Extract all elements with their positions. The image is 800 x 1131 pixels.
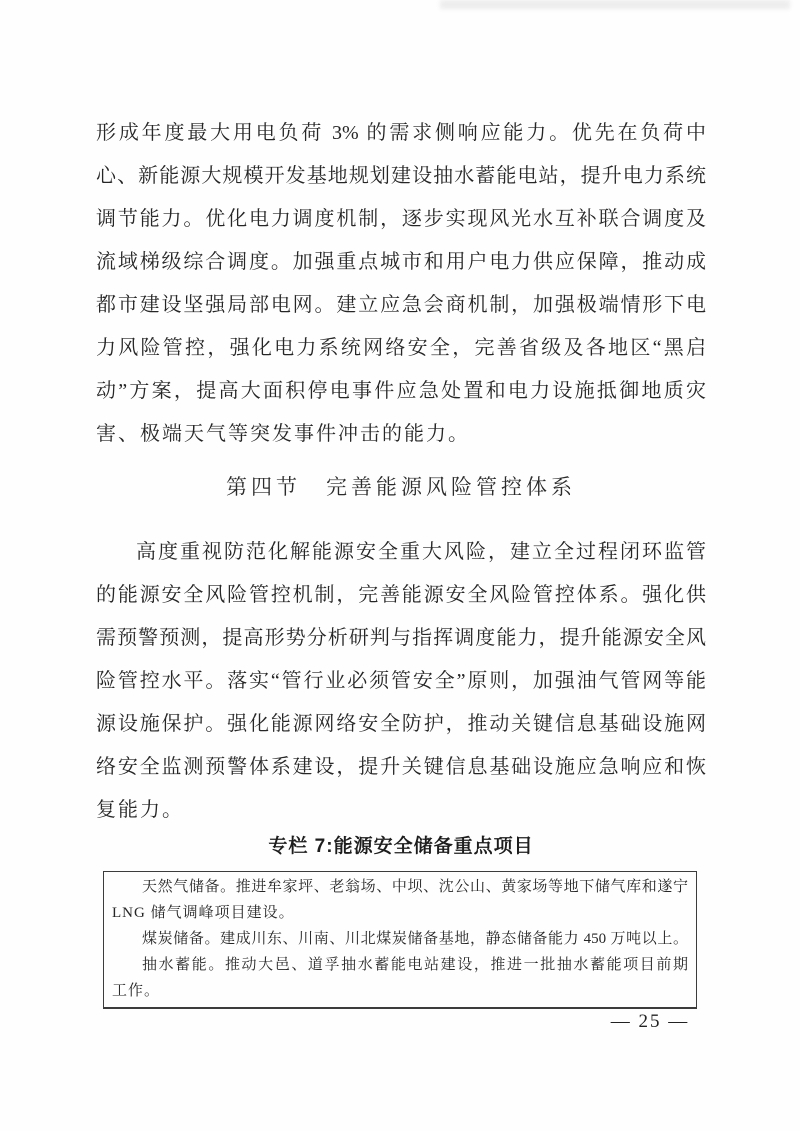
box-text-line: 工作。 <box>112 983 161 999</box>
scan-artifact <box>440 0 790 9</box>
text-line: 络安全监测预警体系建设，提升关键信息基础设施应急响应和恢 <box>96 756 706 778</box>
text-line: 形成年度最大用电负荷 3% 的需求侧响应能力。优先在负荷中 <box>96 122 706 144</box>
paragraph-demand-response <box>96 112 706 456</box>
key-projects-box <box>103 871 697 1009</box>
text-line: 都市建设坚强局部电网。建立应急会商机制，加强极端情形下电 <box>96 294 706 316</box>
box-text-line: 天然气储备。推进牟家坪、老翁场、中坝、沈公山、黄家场等地下储气库和遂宁 <box>142 879 688 895</box>
text-line: 高度重视防范化解能源安全重大风险，建立全过程闭环监管 <box>136 541 706 563</box>
text-column <box>96 112 706 1009</box>
text-line: 调节能力。优化电力调度机制，逐步实现风光水互补联合调度及 <box>96 208 706 230</box>
text-line: 害、极端天气等突发事件冲击的能力。 <box>96 423 470 445</box>
text-line: 复能力。 <box>96 799 184 821</box>
box-text-line: LNG 储气调峰项目建设。 <box>112 905 295 921</box>
section-heading: 第四节 完善能源风险管控体系 <box>226 475 576 499</box>
box-text-line: 抽水蓄能。推动大邑、道孚抽水蓄能电站建设，推进一批抽水蓄能项目前期 <box>142 957 688 973</box>
text-line: 的能源安全风险管控机制，完善能源安全风险管控体系。强化供 <box>96 584 706 606</box>
text-line: 险管控水平。落实“管行业必须管安全”原则，加强油气管网等能 <box>96 670 706 692</box>
text-line: 力风险管控，强化电力系统网络安全，完善省级及各地区“黑启 <box>96 337 706 359</box>
text-line: 源设施保护。强化能源网络安全防护，推动关键信息基础设施网 <box>96 713 706 735</box>
text-line: 动”方案，提高大面积停电事件应急处置和电力设施抵御地质灾 <box>96 380 706 402</box>
page-number: — 25 — <box>610 1011 690 1032</box>
paragraph-risk-control <box>96 531 706 832</box>
box-text-line: 煤炭储备。建成川东、川南、川北煤炭储备基地，静态储备能力 450 万吨以上。 <box>142 931 688 947</box>
text-line: 心、新能源大规模开发基地规划建设抽水蓄能电站，提升电力系统 <box>96 165 706 187</box>
column-box-title: 专栏 7:能源安全储备重点项目 <box>268 836 534 857</box>
text-line: 需预警预测，提高形势分析研判与指挥调度能力，提升能源安全风 <box>96 627 706 649</box>
text-line: 流域梯级综合调度。加强重点城市和用户电力供应保障，推动成 <box>96 251 706 273</box>
